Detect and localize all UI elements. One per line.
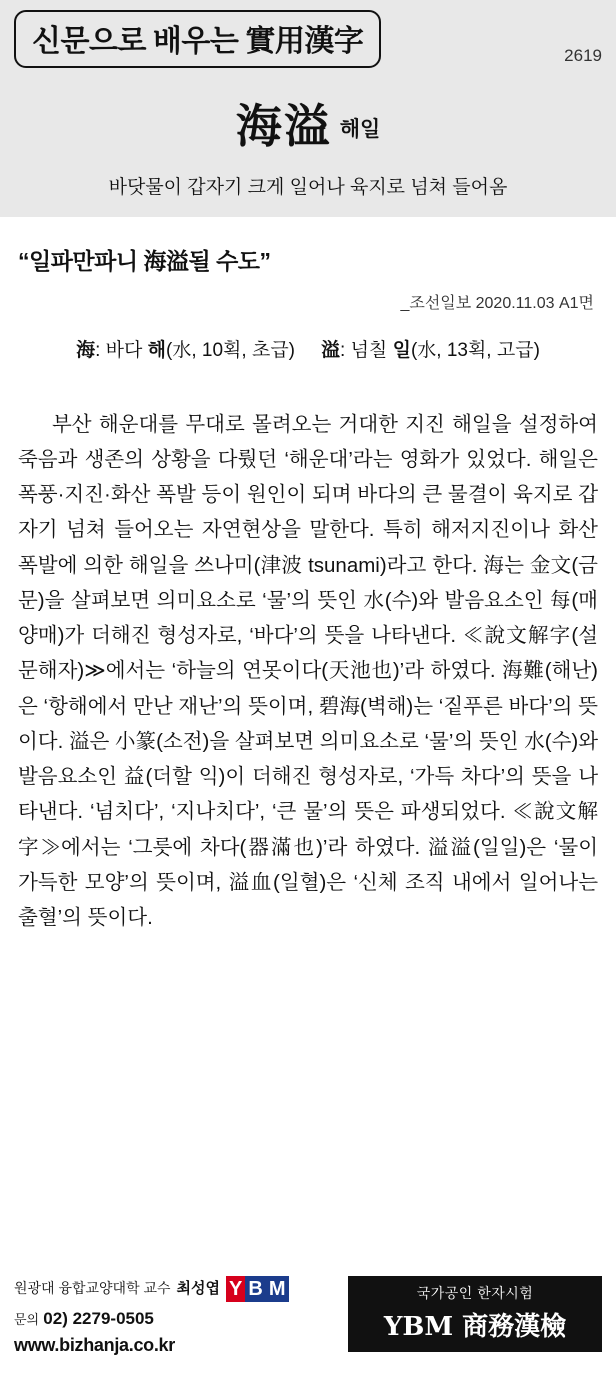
- gloss-meaning: 바다: [105, 340, 143, 361]
- quote-source: _조선일보 2020.11.03 A1면: [400, 295, 594, 312]
- character-gloss-row: [0, 335, 616, 362]
- headword-reading: 해일: [339, 118, 381, 141]
- footer: [0, 1268, 616, 1386]
- logo-letter-m: M: [266, 1276, 289, 1302]
- logo-letter-b: B: [245, 1276, 265, 1302]
- gloss-char: 海: [76, 339, 96, 361]
- gloss-sound: 일: [392, 340, 411, 361]
- headword-definition: 바닷물이 갑자기 크게 일어나 육지로 넘쳐 들어옴: [108, 177, 508, 198]
- certification-badge: [348, 1276, 602, 1352]
- header-block: [0, 0, 616, 217]
- certification-label: 국가공인 한자시험: [416, 1285, 534, 1301]
- credit-name: 최성엽: [176, 1280, 221, 1298]
- body-paragraph: 부산 해운대를 무대로 몰려오는 거대한 지진 해일을 설정하여 죽음과 생존의 상황을 다뤘던 ‘해운대’라는 영화가 있었다. 해일은 폭풍·지진·화산 폭발 등이 원인이 되며 바다의 큰 물결이 육지로 갑자기 넘쳐 들어오는 자연현상을 말한다. 특히 해저지진이나 화산 폭발에 의한 해일을 쓰나미(津波 tsunami)라고 한다. 海는 金文(금문)을 살펴보면 의미요소로 ‘물’의 뜻인 水(수)와 발음요소인 每(매양매)가 더해진 형성자로, ‘바다’의 뜻을 나타낸다. ≪說文解字(설문해자)≫에서는 ‘하늘의 연못이다(天池也)’라 하였다. 海難(해난)은 ‘항해에서 만난 재난’의 뜻이며, 碧海(벽해)는 ‘짙푸른 바다’의 뜻이다. 溢은 小篆(소전)을 살펴보면 의미요소로 ‘물’의 뜻인 水(수)와 발음요소인 益(더할 익)이 더해진 형성자로, ‘가득 차다’의 뜻을 나타낸다. ‘넘치다’, ‘지나치다’, ‘큰 물’의 뜻은 파생되었다. ≪說文解字≫에서는 ‘그릇에 차다(器滿也)’라 하였다. 溢溢(일일)은 ‘물이 가득한 모양’의 뜻이며, 溢血(일혈)은 ‘신체 조직 내에서 일어나는 출혈’의 뜻이다.: [18, 412, 598, 929]
- headword-hanja: 海溢: [235, 99, 332, 153]
- certification-brand: YBM 商務漢檢: [383, 1312, 567, 1342]
- ybm-logo-icon: [226, 1276, 288, 1302]
- headword-row: [0, 90, 616, 156]
- gloss-note: (水, 10획, 초급): [166, 340, 295, 361]
- contact-line: [14, 1306, 289, 1332]
- gloss-separator: :: [95, 340, 101, 361]
- page-title: 신문으로 배우는 實用漢字: [32, 25, 364, 58]
- footer-left: [14, 1276, 289, 1360]
- site-url[interactable]: www.bizhanja.co.kr: [14, 1335, 175, 1356]
- quote-section: [0, 217, 616, 313]
- character-gloss: [321, 335, 540, 362]
- quote-headline: “일파만파니 海溢될 수도”: [18, 248, 271, 274]
- gloss-sound: 해: [147, 340, 167, 361]
- logo-letter-y: Y: [226, 1276, 245, 1302]
- contact-phone[interactable]: 02) 2279-0505: [43, 1309, 154, 1328]
- contact-label: 문의: [14, 1312, 40, 1327]
- gloss-char: 溢: [321, 339, 341, 361]
- issue-number: 2619: [564, 46, 602, 65]
- gloss-note: (水, 13획, 고급): [410, 340, 540, 361]
- credit-affiliation: 원광대 융합교양대학 교수: [14, 1280, 171, 1297]
- title-box: [14, 10, 381, 68]
- gloss-meaning: 넘칠: [350, 340, 388, 361]
- gloss-separator: :: [340, 340, 346, 361]
- credit-line: [14, 1276, 289, 1302]
- character-gloss: [76, 335, 295, 362]
- article-body: [0, 362, 616, 935]
- title-row: [0, 10, 616, 68]
